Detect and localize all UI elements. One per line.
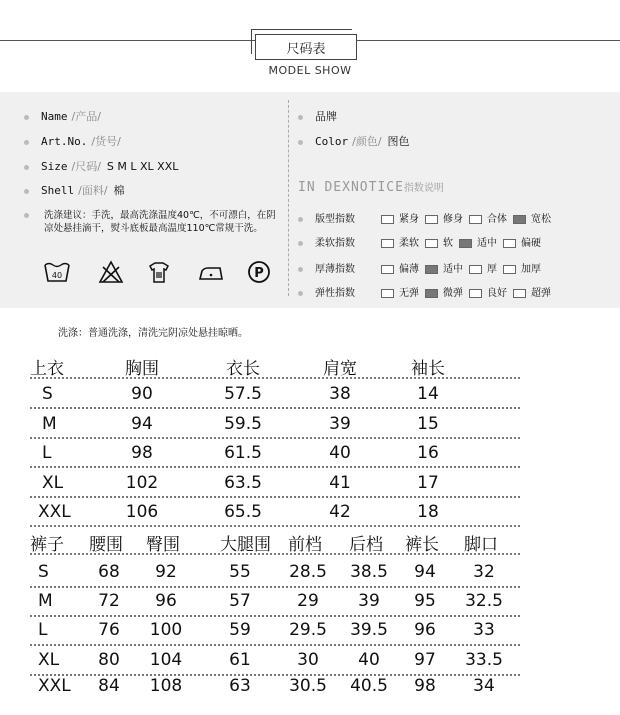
index-option (503, 234, 541, 249)
pants-table-header: 臀围 (146, 535, 180, 555)
pants-table-cell: XL (38, 650, 60, 670)
pants-table-cell: 80 (98, 650, 120, 670)
bullet-icon (24, 140, 29, 145)
bullet-icon (298, 291, 303, 296)
pants-table-header: 腰围 (89, 535, 123, 555)
top-table-header: 上衣 (30, 359, 64, 379)
brand-label: 品牌 (315, 110, 337, 123)
index-name: 弹性指数 (315, 288, 355, 299)
shell-label: Shell (41, 184, 75, 197)
index-option-label: 修身 (443, 214, 463, 225)
top-table-cell: S (42, 384, 53, 404)
pants-table-cell: 57 (229, 591, 251, 611)
index-option-label: 紧身 (399, 214, 419, 225)
index-option (425, 260, 463, 275)
bullet-icon (298, 217, 303, 222)
index-option-label: 偏薄 (399, 264, 419, 275)
pants-table-cell: 76 (98, 620, 120, 640)
pants-table-cell: 30 (297, 650, 319, 670)
top-table-header: 袖长 (411, 359, 445, 379)
pants-table-header: 脚口 (464, 535, 498, 555)
pants-table-cell: 97 (414, 650, 436, 670)
brand-index-heading (298, 179, 444, 195)
page-title: 尺码表 (286, 42, 326, 57)
top-table-cell: 16 (417, 443, 439, 463)
unchecked-box-icon (381, 239, 394, 248)
panel-divider (288, 100, 289, 296)
color-value: 图色 (387, 135, 410, 148)
pants-table-cell: 96 (414, 620, 436, 640)
index-name: 厚薄指数 (315, 264, 355, 275)
checked-box-icon (459, 239, 472, 248)
color-row (298, 133, 410, 149)
unchecked-box-icon (381, 215, 394, 224)
unchecked-box-icon (381, 265, 394, 274)
index-option (469, 284, 507, 299)
product-name-row (24, 108, 101, 124)
pants-table-cell: XXL (38, 676, 71, 696)
pants-table-cell: 39 (358, 591, 380, 611)
product-info-panel (0, 92, 620, 308)
unchecked-box-icon (381, 289, 394, 298)
top-table-cell: 63.5 (224, 473, 262, 493)
index-option-label: 加厚 (521, 264, 541, 275)
pants-table-header: 大腿围 (220, 535, 271, 555)
unchecked-box-icon (425, 215, 438, 224)
top-table-header: 肩宽 (323, 359, 357, 379)
index-option (381, 234, 419, 249)
top-table-cell: 38 (329, 384, 351, 404)
pants-table-header: 裤子 (30, 535, 64, 555)
top-table-cell: 14 (417, 384, 439, 404)
pants-table-cell: 28.5 (289, 562, 327, 582)
top-table-cell: L (42, 443, 52, 463)
art-no-label: Art.No. (41, 135, 88, 148)
pants-table-cell: 84 (98, 676, 120, 696)
size-label: Size (41, 160, 68, 173)
index-option-label: 偏硬 (521, 238, 541, 249)
index-option-label: 厚 (487, 264, 497, 275)
pants-table-cell: M (38, 591, 53, 611)
index-option (381, 260, 419, 275)
bullet-icon (298, 140, 303, 145)
top-table-cell: 90 (131, 384, 153, 404)
unchecked-box-icon (469, 215, 482, 224)
unchecked-box-icon (513, 289, 526, 298)
top-table-cell: 65.5 (224, 502, 262, 522)
row-divider (30, 377, 520, 379)
header-rule-left (0, 40, 255, 41)
pants-table-cell: 92 (155, 562, 177, 582)
index-option-label: 柔软 (399, 238, 419, 249)
top-table-cell: M (42, 414, 57, 434)
pants-table-cell: 32.5 (465, 591, 503, 611)
index-title: 指数说明 (403, 183, 444, 194)
row-divider (30, 553, 520, 555)
name-label: Name (41, 110, 68, 123)
pants-table-cell: 72 (98, 591, 120, 611)
index-option-label: 宽松 (531, 214, 551, 225)
iron-low-icon (198, 260, 224, 284)
top-table-cell: 42 (329, 502, 351, 522)
bullet-icon (298, 267, 303, 272)
top-table-header: 胸围 (125, 359, 159, 379)
pants-table-cell: 108 (149, 676, 183, 696)
top-table-cell: XL (42, 473, 64, 493)
unchecked-box-icon (425, 239, 438, 248)
index-option-label: 微弹 (443, 288, 463, 299)
index-row (298, 210, 557, 225)
color-label: Color (315, 135, 349, 148)
wash-note: 洗涤：普通洗涤，清洗完阴凉处悬挂晾晒。 (58, 328, 248, 339)
pants-table-cell: 98 (414, 676, 436, 696)
index-option (425, 210, 463, 225)
index-option (425, 234, 453, 249)
unchecked-box-icon (469, 265, 482, 274)
size-value: S M L XL XXL (106, 160, 179, 173)
bullet-icon (298, 241, 303, 246)
pants-table-cell: 96 (155, 591, 177, 611)
pants-table-cell: 94 (414, 562, 436, 582)
row-divider (30, 525, 520, 527)
top-table-cell: 98 (131, 443, 153, 463)
index-option (503, 260, 541, 275)
unchecked-box-icon (503, 265, 516, 274)
pants-table-cell: 33 (473, 620, 495, 640)
top-table-cell: 61.5 (224, 443, 262, 463)
index-row (298, 284, 557, 299)
pants-table-cell: 55 (229, 562, 251, 582)
top-table-cell: 17 (417, 473, 439, 493)
bullet-icon (24, 213, 29, 218)
top-table-cell: 40 (329, 443, 351, 463)
index-option-label: 适中 (443, 264, 463, 275)
index-option-label: 合体 (487, 214, 507, 225)
pants-table-header: 后档 (349, 535, 383, 555)
pants-table-cell: 30.5 (289, 676, 327, 696)
pants-table-cell: 63 (229, 676, 251, 696)
drip-dry-icon (146, 260, 172, 284)
unchecked-box-icon (503, 239, 516, 248)
pants-table-cell: 61 (229, 650, 251, 670)
index-row (298, 260, 547, 275)
top-table-cell: 57.5 (224, 384, 262, 404)
pants-table-cell: S (38, 562, 49, 582)
top-table-cell: 41 (329, 473, 351, 493)
row-divider (30, 586, 520, 588)
top-table-cell: 94 (131, 414, 153, 434)
row-divider (30, 437, 520, 439)
pants-table-cell: 40 (358, 650, 380, 670)
hand-wash-40-icon (44, 260, 70, 284)
top-table-cell: 59.5 (224, 414, 262, 434)
pants-table-cell: 100 (149, 620, 183, 640)
index-option (381, 284, 419, 299)
checked-box-icon (513, 215, 526, 224)
no-bleach-icon (98, 260, 124, 284)
row-divider (30, 496, 520, 498)
pants-table-cell: 59 (229, 620, 251, 640)
pants-table-cell: 29 (297, 591, 319, 611)
bullet-icon (24, 165, 29, 170)
index-option-label: 超弹 (531, 288, 551, 299)
row-divider (30, 615, 520, 617)
index-option-label: 软 (443, 238, 453, 249)
index-option (513, 210, 551, 225)
index-name: 柔软指数 (315, 238, 355, 249)
index-option (469, 210, 507, 225)
dry-clean-letter: P (254, 266, 264, 281)
wash-advice: 洗涤建议：手洗，最高洗涤温度40℃，不可漂白，在阴凉处悬挂滴干，熨斗底板最高温度110℃常规干洗。 (44, 210, 276, 234)
pants-table-cell: 34 (473, 676, 495, 696)
name-sublabel: /产品/ (71, 110, 101, 123)
index-row (298, 234, 547, 249)
header-rule-right (355, 40, 620, 41)
pants-table-header: 裤长 (405, 535, 439, 555)
size-sublabel: /尺码/ (71, 160, 101, 173)
top-table-cell: 15 (417, 414, 439, 434)
dry-clean-p-icon (246, 260, 272, 284)
pants-table-cell: 38.5 (350, 562, 388, 582)
pants-table-cell: 39.5 (350, 620, 388, 640)
pants-table-cell: 40.5 (350, 676, 388, 696)
wash-temp-text: 40 (51, 271, 63, 280)
pants-table-cell: 29.5 (289, 620, 327, 640)
index-option-label: 良好 (487, 288, 507, 299)
checked-box-icon (425, 265, 438, 274)
size-row (24, 158, 178, 174)
pants-table-cell: L (38, 620, 48, 640)
top-table-header: 衣长 (226, 359, 260, 379)
pants-table-cell: 33.5 (465, 650, 503, 670)
index-option (425, 284, 463, 299)
shell-sublabel: /面料/ (78, 184, 108, 197)
bullet-icon (298, 115, 303, 120)
bullet-icon (24, 115, 29, 120)
row-divider (30, 407, 520, 409)
pants-table-cell: 95 (414, 591, 436, 611)
top-table-cell: 102 (125, 473, 159, 493)
checked-box-icon (425, 289, 438, 298)
row-divider (30, 644, 520, 646)
top-table-cell: 106 (125, 502, 159, 522)
pants-table-cell: 68 (98, 562, 120, 582)
pants-table-header: 前档 (288, 535, 322, 555)
index-name: 版型指数 (315, 214, 355, 225)
index-option-label: 适中 (477, 238, 497, 249)
index-option (469, 260, 497, 275)
index-option (381, 210, 419, 225)
size-chart-title-box (255, 34, 357, 60)
index-option-label: 无弹 (399, 288, 419, 299)
art-no-row (24, 133, 121, 149)
pants-table-cell: 32 (473, 562, 495, 582)
pants-table-cell: 104 (149, 650, 183, 670)
row-divider (30, 466, 520, 468)
page-subtitle: MODEL SHOW (268, 64, 352, 77)
shell-value: 棉 (113, 184, 125, 197)
art-no-sublabel: /货号/ (91, 135, 121, 148)
top-table-cell: 18 (417, 502, 439, 522)
unchecked-box-icon (469, 289, 482, 298)
color-sublabel: /颜色/ (352, 135, 382, 148)
top-table-cell: XXL (38, 502, 71, 522)
brand-name: IN DEXNOTICE (298, 180, 404, 195)
index-option (513, 284, 551, 299)
index-option (459, 234, 497, 249)
top-table-cell: 39 (329, 414, 351, 434)
shell-row (24, 182, 125, 198)
bullet-icon (24, 189, 29, 194)
brand-row (298, 108, 337, 124)
